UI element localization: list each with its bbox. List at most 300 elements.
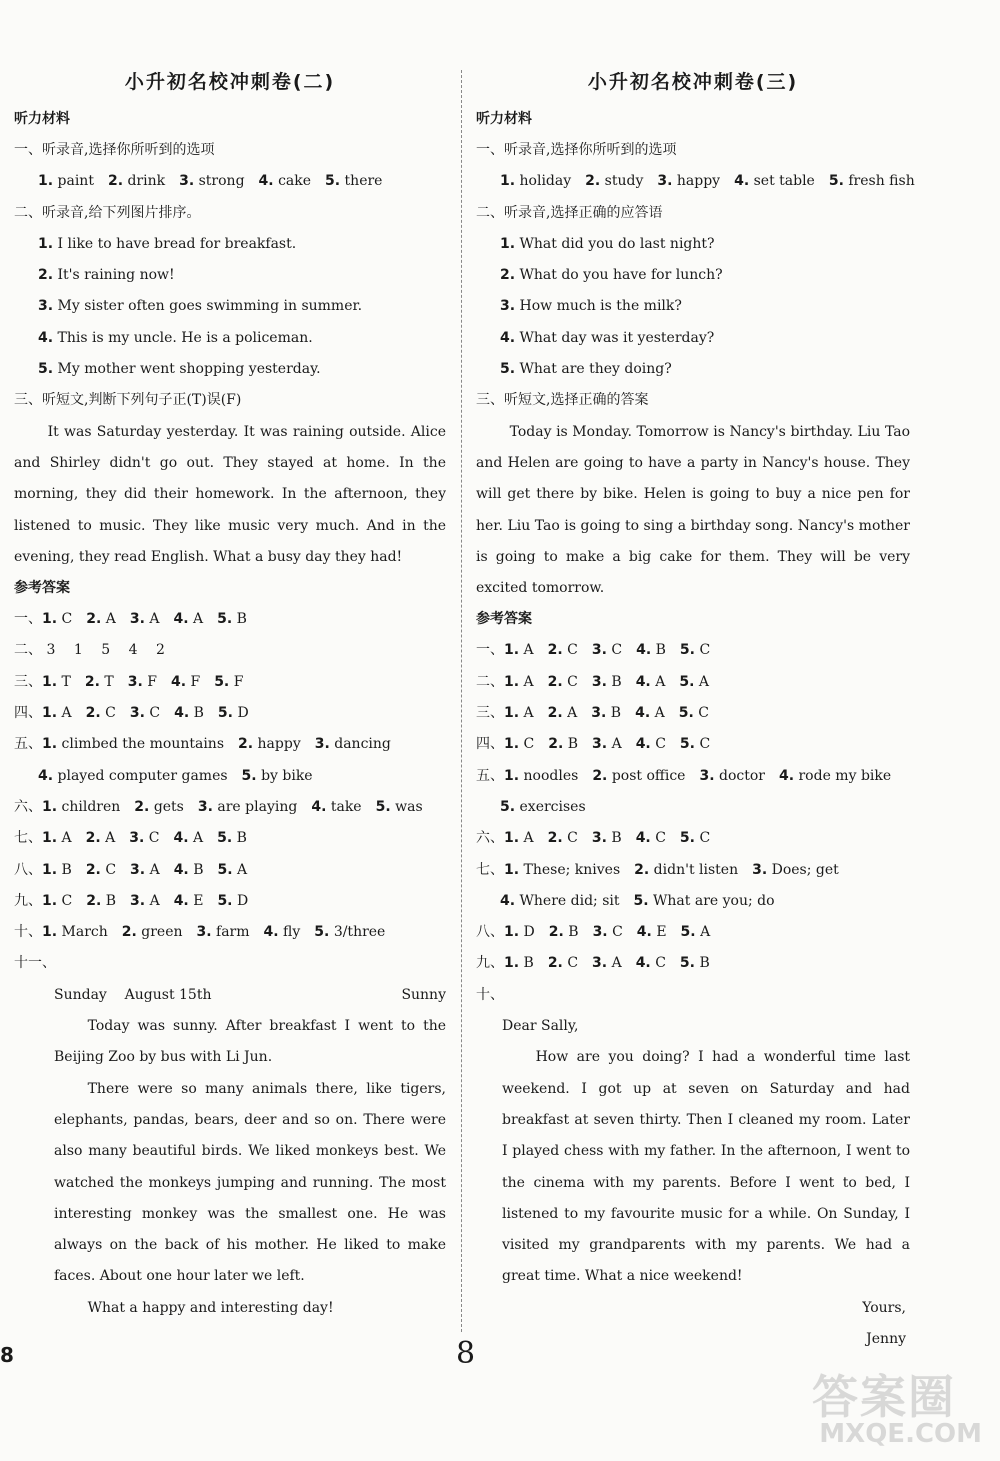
item-text: A — [611, 736, 622, 753]
sentence-text: What are they doing? — [519, 361, 672, 378]
answer-item — [174, 705, 204, 721]
item-number: 2. — [86, 611, 102, 628]
item-text: doctor — [718, 767, 765, 784]
item-number: 2. — [547, 705, 563, 722]
answer-item — [548, 705, 578, 721]
item-number: 1. — [504, 924, 520, 941]
answer-item — [325, 173, 382, 189]
answer-item — [634, 893, 775, 909]
item-text: B — [655, 642, 666, 659]
answer-item — [592, 830, 622, 846]
section-heading: 二、听录音,选择正确的应答语 — [476, 204, 663, 221]
left-column — [14, 62, 446, 1324]
item-number: 1. — [38, 235, 54, 252]
answer-row — [476, 635, 910, 666]
item-number: 4. — [173, 830, 189, 847]
item-number: 1. — [504, 830, 520, 847]
answer-row — [14, 917, 446, 948]
item-number: 5. — [679, 955, 695, 972]
item-text: B — [193, 705, 204, 722]
answer-item — [217, 830, 247, 846]
answer-item — [214, 674, 243, 690]
answer-item — [42, 736, 224, 752]
answer-item — [680, 830, 710, 846]
answer-item — [500, 893, 620, 909]
item-number: 3. — [591, 830, 607, 847]
answer-row — [476, 698, 910, 729]
item-number: 4. — [38, 767, 54, 784]
item-number: 5. — [217, 830, 233, 847]
choice-items — [476, 166, 915, 197]
item-text: A — [611, 955, 622, 972]
item-text: March — [61, 924, 108, 941]
sentence-line — [476, 291, 910, 322]
listening-passage: It was Saturday yesterday. It was raining outside. Alice and Shirley didn't go out. They stayed at home. In the morning, they did their homework. In the afternoon, they listened to music. They like music very much. And in the evening, they read English. What a busy day they had! — [14, 423, 446, 565]
answer-item — [752, 862, 839, 878]
sentence-text: What do you have for lunch? — [519, 267, 723, 284]
answer-row — [476, 667, 910, 698]
sentence-line — [476, 260, 910, 291]
answer-item — [130, 705, 160, 721]
edge-mark: 8 — [0, 1343, 14, 1367]
answer-item — [504, 862, 620, 878]
item-number: 4. — [170, 673, 187, 690]
answer-row — [476, 792, 910, 823]
essay-paragraph: There were so many animals there, like tigers, elephants, pandas, bears, deer and so on. There were also many beautiful birds. We liked monkeys best. We watched the monkeys jumping and running. The most interesting monkey was the smallest one. He was always on the back of his mother. He liked to make faces. About one hour later we left. — [54, 1080, 446, 1285]
answer-item — [129, 830, 159, 846]
item-number: 3. — [592, 924, 608, 941]
answers-heading-right: 参考答案 — [476, 611, 532, 628]
item-number: 3. — [699, 767, 715, 784]
answer-item — [680, 736, 710, 752]
answer-label: 三、 — [14, 673, 42, 690]
item-number: 3. — [591, 642, 607, 659]
item-number: 3. — [314, 736, 330, 753]
answer-item — [217, 611, 247, 627]
section-heading: 三、听短文,判断下列句子正(T)误(F) — [14, 392, 242, 409]
item-text: A — [237, 861, 248, 878]
item-text: C — [523, 736, 535, 753]
answer-item — [681, 924, 711, 940]
answer-item — [197, 924, 250, 940]
column-divider — [461, 70, 462, 1332]
item-text: by bike — [261, 767, 313, 784]
item-text: C — [699, 830, 711, 847]
answer-row — [476, 886, 910, 917]
answer-row — [14, 761, 446, 792]
answer-item — [504, 674, 534, 690]
item-number: 3. — [127, 673, 143, 690]
item-text: cake — [278, 173, 312, 190]
answer-item — [548, 642, 578, 658]
item-text: fly — [283, 924, 301, 941]
page-title-left: 小升初名校冲刺卷(二) — [124, 71, 336, 93]
answer-item — [657, 173, 720, 189]
item-number: 1. — [504, 955, 520, 972]
answer-row — [14, 698, 446, 729]
answers-heading-left: 参考答案 — [14, 580, 70, 597]
choice-items — [14, 166, 446, 197]
item-number: 3. — [500, 298, 516, 315]
answer-item — [42, 642, 55, 658]
item-text: Where did; sit — [519, 892, 620, 909]
item-text: A — [698, 673, 709, 690]
answer-item — [699, 768, 765, 784]
answer-label: 一、 — [476, 642, 504, 659]
item-text: C — [148, 830, 160, 847]
item-text: A — [149, 861, 160, 878]
diary-day: Sunday — [54, 986, 107, 1003]
item-text: A — [523, 673, 534, 690]
answer-row — [14, 792, 446, 823]
item-number: 2. — [85, 705, 101, 722]
item-number: 4. — [635, 830, 651, 847]
answer-item — [635, 705, 665, 721]
item-text: B — [61, 861, 72, 878]
item-text: A — [567, 705, 578, 722]
answer-item — [634, 862, 738, 878]
answer-item — [86, 705, 116, 721]
answer-item — [85, 674, 114, 690]
item-number: 5. — [678, 705, 694, 722]
answer-list — [476, 635, 910, 979]
answer-row — [14, 729, 446, 760]
item-text: A — [61, 830, 72, 847]
sentence-list — [14, 229, 446, 385]
answer-item — [636, 830, 666, 846]
item-text: F — [190, 673, 201, 690]
answer-item — [593, 924, 623, 940]
answer-item — [198, 799, 297, 815]
item-number: 3. — [196, 924, 212, 941]
item-number: 5. — [679, 642, 695, 659]
item-text: 5 — [101, 642, 111, 659]
diary-header — [14, 980, 446, 1011]
item-text: E — [656, 924, 667, 941]
sentence-line — [14, 323, 446, 354]
item-number: 2. — [85, 830, 101, 847]
answer-item — [259, 173, 311, 189]
item-number: 5. — [217, 892, 233, 909]
item-text: C — [698, 705, 709, 722]
item-text: C — [105, 705, 116, 722]
sentence-line — [14, 291, 446, 322]
sentence-line — [14, 354, 446, 385]
item-number: 2. — [592, 767, 608, 784]
item-number: 4. — [734, 173, 750, 190]
item-number: 3. — [592, 955, 608, 972]
item-number: 5. — [217, 705, 233, 722]
answer-item — [42, 705, 72, 721]
item-text: A — [105, 611, 116, 628]
item-text: exercises — [519, 798, 586, 815]
answer-item — [238, 736, 301, 752]
item-text: 3/three — [333, 924, 386, 941]
answer-label: 七、 — [476, 861, 504, 878]
sentence-text: It's raining now! — [57, 267, 175, 284]
item-number: 2. — [84, 673, 100, 690]
answer-item — [217, 893, 248, 909]
item-number: 3. — [130, 861, 146, 878]
answer-item — [86, 611, 116, 627]
item-text: B — [610, 705, 622, 722]
answer-item — [97, 642, 110, 658]
item-text: B — [105, 892, 117, 909]
answer-item — [179, 173, 244, 189]
answer-item — [591, 705, 621, 721]
item-text: B — [193, 861, 204, 878]
diary-date: August 15th — [124, 986, 212, 1003]
item-number: 1. — [42, 798, 58, 815]
sentence-text: This is my uncle. He is a policeman. — [57, 329, 313, 346]
essay-label: 十一、 — [14, 955, 56, 972]
item-text: D — [237, 705, 249, 722]
item-number: 4. — [173, 892, 189, 909]
item-number: 1. — [42, 924, 58, 941]
item-text: F — [233, 673, 244, 690]
item-number: 1. — [500, 173, 516, 190]
listening-heading-left: 听力材料 — [14, 111, 70, 127]
item-text: post office — [611, 767, 686, 784]
answer-item — [171, 674, 200, 690]
letter-body: How are you doing? I had a wonderful time last weekend. I got up at seven on Saturday and had breakfast at seven thirty. Then I cleaned my room. Later I played chess with my father. In the afternoon, I went to the cinema with my parents. Before I went to bed, I listened to my favourite music for a while. On Sunday, I visited my grandparents with my parents. We had a great time. What a nice weekend! — [502, 1049, 910, 1285]
answer-item — [130, 611, 160, 627]
item-number: 3. — [752, 861, 768, 878]
page-title-right: 小升初名校冲刺卷(三) — [587, 71, 799, 93]
item-text: B — [236, 830, 247, 847]
item-text: A — [523, 830, 534, 847]
letter-closing: Yours, — [862, 1299, 906, 1316]
answer-item — [42, 862, 72, 878]
item-number: 1. — [504, 861, 520, 878]
item-text: T — [61, 673, 71, 690]
item-text: played computer games — [57, 767, 228, 784]
answer-label: 五、 — [476, 767, 504, 784]
item-text: D — [523, 924, 535, 941]
item-text: C — [149, 705, 161, 722]
answer-row — [14, 635, 446, 666]
answer-item — [86, 862, 116, 878]
item-text: D — [236, 892, 249, 909]
item-text: happy — [257, 736, 301, 753]
answer-item — [636, 736, 666, 752]
item-text: take — [330, 798, 362, 815]
answer-item — [69, 642, 82, 658]
answer-label: 二、 — [476, 673, 504, 690]
item-text: C — [567, 955, 579, 972]
answer-item — [734, 173, 815, 189]
item-number: 3. — [129, 611, 145, 628]
item-number: 1. — [42, 830, 58, 847]
item-text: A — [655, 673, 666, 690]
item-text: A — [193, 611, 204, 628]
item-number: 5. — [633, 892, 649, 909]
answer-item — [504, 768, 578, 784]
item-number: 1. — [38, 173, 54, 190]
item-text: 3 — [46, 642, 56, 659]
answer-item — [311, 799, 361, 815]
item-text: B — [568, 924, 579, 941]
item-number: 1. — [504, 705, 520, 722]
item-number: 2. — [548, 736, 564, 753]
item-text: B — [523, 955, 534, 972]
answer-label: 十、 — [14, 924, 42, 941]
answer-item — [42, 674, 71, 690]
sentence-text: What did you do last night? — [519, 235, 715, 252]
item-text: C — [61, 611, 73, 628]
item-text: A — [105, 830, 116, 847]
answer-label: 二、 — [14, 642, 42, 659]
item-text: set table — [753, 173, 815, 190]
answer-item — [592, 955, 622, 971]
item-number: 2. — [547, 955, 563, 972]
section-heading: 一、听录音,选择你所听到的选项 — [14, 142, 215, 158]
answer-label: 五、 — [14, 736, 42, 753]
answer-item — [585, 173, 643, 189]
answer-item — [504, 924, 535, 940]
item-number: 5. — [241, 767, 257, 784]
item-text: are playing — [217, 798, 298, 815]
item-text: there — [344, 173, 383, 190]
item-number: 1. — [42, 892, 58, 909]
item-text: C — [699, 736, 711, 753]
item-text: C — [655, 955, 666, 972]
answer-item — [548, 736, 578, 752]
item-number: 1. — [42, 611, 58, 628]
item-text: C — [105, 861, 117, 878]
item-number: 5. — [325, 173, 341, 190]
letter-signature: Jenny — [866, 1330, 906, 1347]
item-text: 1 — [73, 642, 83, 659]
sentence-text: My sister often goes swimming in summer. — [57, 298, 363, 315]
diary-weather: Sunny — [401, 986, 446, 1003]
item-number: 1. — [504, 736, 520, 753]
answer-row — [14, 886, 446, 917]
answer-item — [86, 830, 116, 846]
section-heading: 一、听录音,选择你所听到的选项 — [476, 142, 677, 158]
item-number: 2. — [121, 924, 137, 941]
answer-item — [174, 611, 204, 627]
answer-label: 一、 — [14, 611, 42, 628]
item-text: happy — [676, 173, 721, 190]
item-text: B — [611, 673, 622, 690]
answer-row — [14, 855, 446, 886]
answer-label: 七、 — [14, 830, 42, 847]
answer-item — [637, 924, 667, 940]
answer-item — [779, 768, 891, 784]
answer-item — [548, 955, 578, 971]
answer-item — [636, 642, 666, 658]
answer-item — [38, 768, 228, 784]
answer-row — [476, 855, 910, 886]
item-number: 2. — [548, 924, 564, 941]
answer-row — [476, 729, 910, 760]
sentence-line — [14, 229, 446, 260]
item-text: study — [604, 173, 644, 190]
item-number: 1. — [42, 736, 58, 753]
item-text: fresh fish — [848, 173, 915, 190]
item-number: 4. — [635, 673, 651, 690]
item-number: 4. — [174, 705, 190, 722]
answer-item — [264, 924, 301, 940]
item-number: 1. — [504, 767, 520, 784]
item-number: 4. — [635, 955, 651, 972]
item-number: 3. — [197, 798, 213, 815]
sentence-line — [476, 323, 910, 354]
answer-item — [592, 736, 622, 752]
answer-item — [636, 955, 666, 971]
item-number: 1. — [504, 673, 520, 690]
answer-row — [14, 667, 446, 698]
item-text: C — [611, 642, 623, 659]
answer-item — [679, 705, 709, 721]
item-text: A — [149, 892, 160, 909]
item-number: 3. — [657, 173, 673, 190]
answer-label: 九、 — [476, 955, 504, 972]
answer-item — [124, 642, 137, 658]
item-number: 5. — [680, 924, 696, 941]
item-number: 4. — [311, 798, 327, 815]
item-number: 5. — [217, 611, 233, 628]
item-number: 5. — [500, 798, 516, 815]
item-number: 5. — [214, 673, 230, 690]
item-number: 2. — [585, 173, 601, 190]
answer-label: 九、 — [14, 892, 42, 909]
answer-item — [500, 799, 586, 815]
page-number: 8 — [456, 1336, 476, 1371]
sentence-text: What day was it yesterday? — [519, 329, 715, 346]
item-number: 5. — [828, 173, 844, 190]
answer-item — [152, 642, 165, 658]
answer-item — [122, 924, 183, 940]
sentence-list — [476, 229, 910, 385]
answer-label: 四、 — [14, 705, 42, 722]
answer-label: 八、 — [14, 861, 42, 878]
item-number: 5. — [679, 673, 695, 690]
answer-item — [680, 955, 710, 971]
item-number: 2. — [85, 861, 101, 878]
item-text: rode my bike — [798, 767, 892, 784]
item-number: 4. — [38, 329, 54, 346]
answer-item — [592, 768, 685, 784]
answer-item — [42, 799, 120, 815]
item-number: 2. — [107, 173, 124, 190]
item-text: didn't listen — [653, 861, 739, 878]
item-text: children — [61, 798, 121, 815]
answer-label: 六、 — [476, 830, 504, 847]
item-text: C — [655, 736, 666, 753]
item-number: 4. — [263, 924, 279, 941]
answer-item — [680, 642, 710, 658]
answer-item — [829, 173, 915, 189]
item-text: dancing — [334, 736, 391, 753]
item-text: Does; get — [771, 861, 839, 878]
answer-item — [174, 893, 204, 909]
answer-item — [42, 611, 72, 627]
listening-passage: Today is Monday. Tomorrow is Nancy's birthday. Liu Tao and Helen are going to have a party in Nancy's house. They will get there by bike. Helen is going to buy a nice pen for her. Liu Tao is going to sing a birthday song. Nancy's mother is going to make a big cake for them. They will be very excited tomorrow. — [476, 423, 910, 597]
answer-item — [504, 736, 534, 752]
item-text: C — [567, 673, 578, 690]
item-number: 5. — [500, 361, 516, 378]
answer-item — [130, 893, 160, 909]
item-number: 4. — [500, 892, 516, 909]
item-text: B — [699, 955, 710, 972]
item-number: 4. — [635, 705, 651, 722]
item-text: strong — [198, 173, 245, 190]
item-number: 4. — [500, 329, 516, 346]
item-number: 3. — [591, 705, 607, 722]
answer-row — [476, 917, 910, 948]
